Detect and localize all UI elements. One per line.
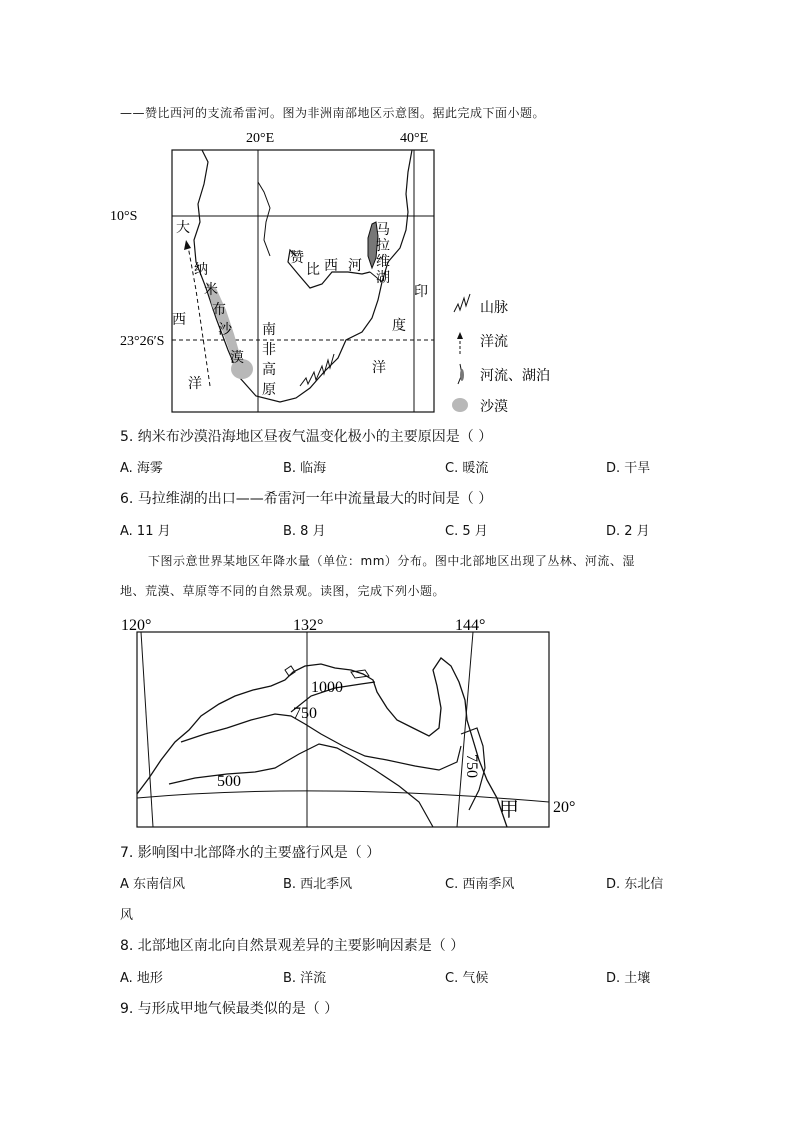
question-7-stem: 7. 影响图中北部降水的主要盛行风是（ ）	[120, 845, 381, 861]
lon-132-label: 132°	[293, 617, 324, 634]
label-bu: 布	[212, 302, 226, 318]
current-icon-head	[457, 332, 463, 339]
label-mo: 漠	[230, 350, 244, 366]
label-na: 纳	[194, 262, 208, 278]
label-yin: 印	[414, 284, 428, 300]
label-xi2: 西	[324, 258, 338, 274]
island-2	[351, 670, 369, 678]
q6-option-b: B. 8 月	[283, 524, 326, 539]
q6-option-d: D. 2 月	[606, 524, 650, 539]
intro-text-1: ——赞比西河的支流希雷河。图为非洲南部地区示意图。据此完成下面小题。	[120, 106, 546, 120]
iso-750-label: 750	[293, 705, 317, 722]
precipitation-map	[115, 610, 595, 832]
lon-40e-label: 40°E	[400, 131, 429, 146]
question-8-stem: 8. 北部地区南北向自然景观差异的主要影响因素是（ ）	[120, 938, 465, 954]
q6-option-a: A. 11 月	[120, 524, 171, 539]
q5-option-b: B. 临海	[283, 461, 327, 476]
legend-mountain-label: 山脉	[480, 300, 508, 316]
lon-20e-label: 20°E	[246, 131, 275, 146]
label-xi-w: 西	[172, 312, 186, 328]
q8-option-a: A. 地形	[120, 971, 163, 986]
label-da: 大	[176, 220, 190, 236]
drakensberg-mountains	[300, 354, 334, 386]
q5-option-d: D. 干旱	[606, 461, 651, 476]
legend-current	[457, 332, 508, 354]
isohyet-500	[169, 744, 433, 827]
jia-label: 甲	[499, 797, 519, 821]
iso-1000-label: 1000	[311, 679, 343, 696]
q5-option-c: C. 暖流	[445, 461, 489, 476]
intro-text-2-line2: 地、荒漠、草原等不同的自然景观。读图，完成下列小题。	[120, 584, 446, 598]
mountain-icon	[454, 294, 470, 312]
q7-option-d-wrap: 风	[120, 908, 134, 923]
legend-mountain	[454, 294, 508, 316]
meridian-144	[457, 632, 473, 827]
lake-icon	[460, 369, 464, 381]
q6-option-c: C. 5 月	[445, 524, 488, 539]
q5-option-a: A. 海雾	[120, 461, 163, 476]
question-6-stem: 6. 马拉维湖的出口——希雷河一年中流量最大的时间是（ ）	[120, 491, 493, 507]
lon-120-label: 120°	[121, 617, 152, 634]
lon-144-label: 144°	[455, 617, 486, 634]
q7-option-c: C. 西南季风	[445, 877, 515, 892]
label-sha: 沙	[218, 322, 232, 338]
q8-option-d: D. 土壤	[606, 971, 651, 986]
parallel-20	[137, 791, 549, 802]
lat-20-label: 20°	[553, 799, 576, 816]
q8-option-b: B. 洋流	[283, 971, 327, 986]
label-nan: 南	[262, 322, 276, 338]
label-wei: 维	[376, 254, 390, 270]
legend-desert-label: 沙漠	[480, 399, 508, 415]
lat-2326s-label: 23°26′S	[120, 334, 165, 349]
intro-text-2-line1: 下图示意世界某地区年降水量（单位：mm）分布。图中北部地区出现了丛林、河流、湿	[148, 554, 635, 568]
label-la: 拉	[376, 238, 390, 254]
southern-africa-map	[110, 122, 570, 422]
legend-desert	[452, 398, 508, 415]
coast-bay	[258, 182, 270, 256]
q8-option-c: C. 气候	[445, 971, 489, 986]
label-he: 河	[348, 258, 362, 274]
q7-option-b: B. 西北季风	[283, 877, 353, 892]
label-yuan: 原	[262, 382, 276, 398]
q7-option-d: D. 东北信	[606, 877, 664, 892]
question-5-stem: 5. 纳米布沙漠沿海地区昼夜气温变化极小的主要原因是（ ）	[120, 429, 493, 445]
map1-frame	[172, 150, 434, 412]
current-arrow-head	[184, 240, 191, 250]
desert-icon	[452, 398, 468, 412]
lat-10s-label: 10°S	[110, 209, 138, 224]
label-bi: 比	[306, 262, 320, 278]
label-zan: 赞	[290, 250, 304, 266]
iso-500-label: 500	[217, 773, 241, 790]
label-mi: 米	[204, 282, 218, 298]
legend-river-lake-label: 河流、湖泊	[480, 368, 550, 384]
label-du: 度	[392, 318, 406, 334]
label-ma: 马	[376, 222, 390, 238]
label-hu: 湖	[376, 270, 390, 286]
q7-option-a: A 东南信风	[120, 877, 186, 892]
iso-750-east-label: 750	[463, 754, 480, 778]
legend-river-lake	[458, 364, 550, 384]
label-fei: 非	[262, 342, 276, 358]
isohyet-750	[181, 714, 461, 770]
question-9-stem: 9. 与形成甲地气候最类似的是（ ）	[120, 1001, 339, 1017]
label-gao: 高	[262, 362, 276, 378]
legend-current-label: 洋流	[480, 334, 508, 350]
label-yang-w: 洋	[188, 376, 202, 392]
label-yang-e: 洋	[372, 360, 386, 376]
